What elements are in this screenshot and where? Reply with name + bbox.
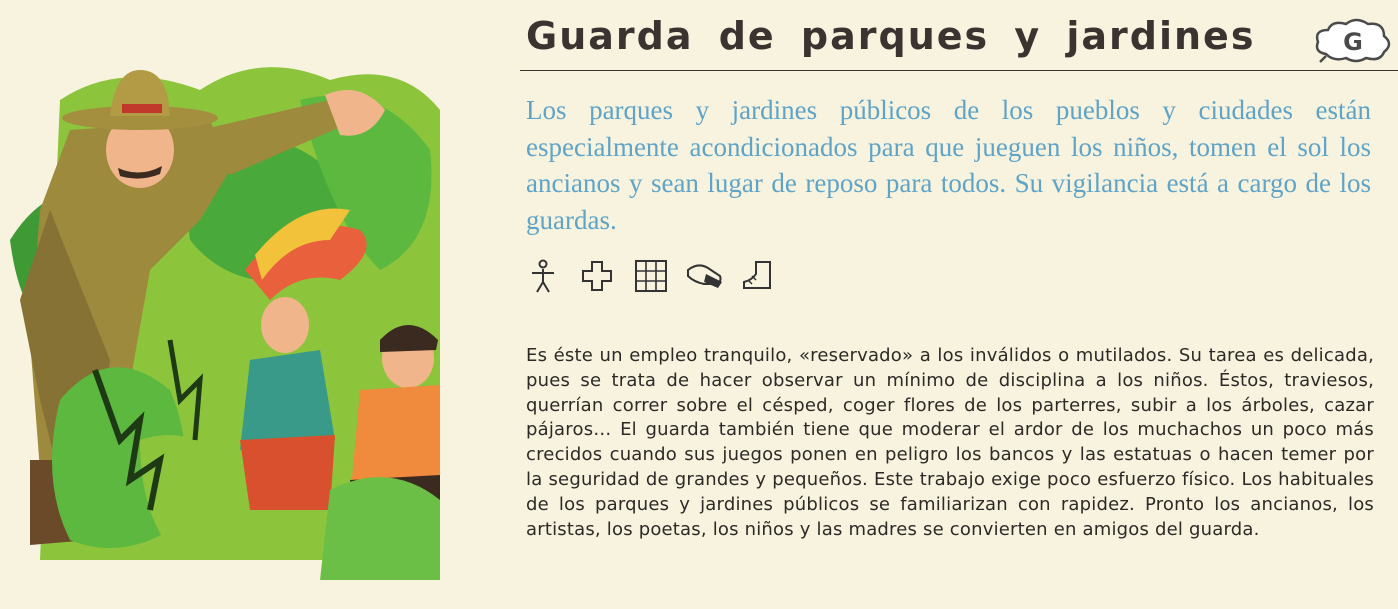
body-paragraph: Es éste un empleo tranquilo, «reservado» a los inválidos o mutilados. Su tarea es delicada, pues se trata de hacer observar un mínimo de disciplina a los niños. Éstos, traviesos, querrían correr sobre el césped, coger flores de los parterres, subir a los árboles, cazar pájaros… El guarda también tiene que moderar el ardor de los muchachos un poco más crecidos cuando sus juegos ponen en peligro los bancos y las estatuas o hacen temer por la seguridad de grandes y pequeños. Este trabajo exige poco esfuerzo físico. Los habituales de los parques y jardines públicos se familiarizan con rapidez. Pronto los ancianos, los artistas, los poetas, los niños y las madres se convierten en amigos del guarda. xyxy=(526,345,1374,540)
intro-paragraph: Los parques y jardines públicos de los pueblos y ciudades están especialmente acondicionados para que jueguen los niños, tomen el sol los ancianos y sean lugar de reposo para todos. Su vigilancia está a cargo de los guardas. xyxy=(526,95,1371,235)
hand-icon xyxy=(684,256,726,296)
person-icon xyxy=(522,256,564,296)
title-divider xyxy=(520,70,1398,71)
page-title: Guarda de parques y jardines xyxy=(526,14,1256,58)
job-icons-row xyxy=(522,256,780,296)
cloud-g-logo-icon xyxy=(1312,16,1394,64)
cross-icon xyxy=(576,256,618,296)
boot-icon xyxy=(738,256,780,296)
park-guard-illustration xyxy=(0,40,445,600)
grid-icon xyxy=(630,256,672,296)
logo-letter: G xyxy=(1343,28,1363,56)
